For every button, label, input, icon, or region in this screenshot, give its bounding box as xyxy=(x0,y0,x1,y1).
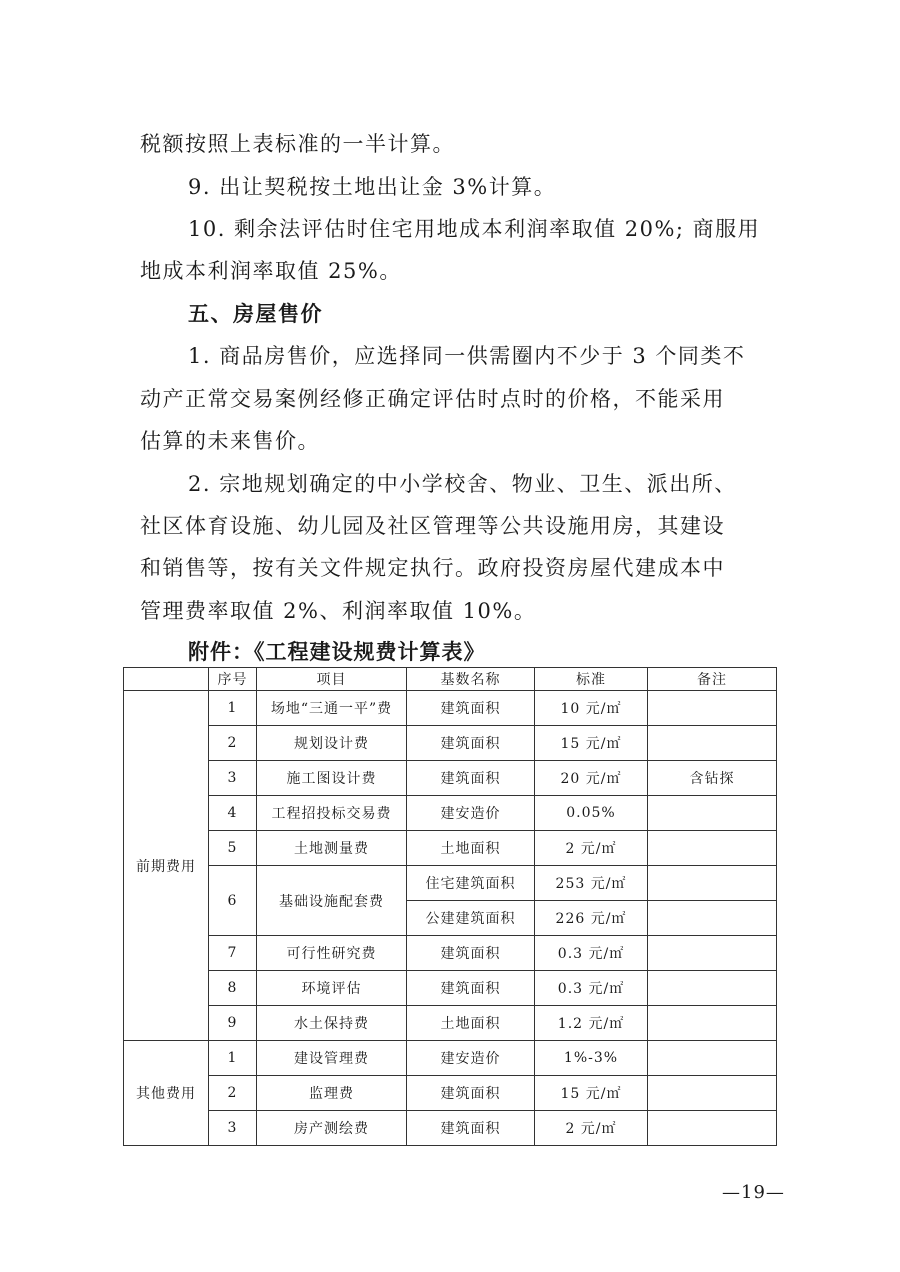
item-cell: 监理费 xyxy=(257,1076,407,1111)
standard-cell: 1.2 元/㎡ xyxy=(535,1006,648,1041)
base-cell: 建筑面积 xyxy=(407,1111,535,1146)
note-cell xyxy=(648,1041,777,1076)
page-number: —19— xyxy=(722,1182,785,1203)
group-cell: 前期费用 xyxy=(124,691,209,1041)
table-row xyxy=(124,726,777,761)
header-cell: 备注 xyxy=(648,668,777,691)
table-row xyxy=(124,1006,777,1041)
base-cell: 建安造价 xyxy=(407,1041,535,1076)
standard-cell: 0.3 元/㎡ xyxy=(535,971,648,1006)
header-cell: 序号 xyxy=(209,668,257,691)
base-cell: 土地面积 xyxy=(407,1006,535,1041)
standard-cell: 2 元/㎡ xyxy=(535,831,648,866)
group-cell: 其他费用 xyxy=(124,1041,209,1146)
note-cell: 含钻探 xyxy=(648,761,777,796)
standard-cell: 1%-3% xyxy=(535,1041,648,1076)
table-row xyxy=(124,796,777,831)
standard-cell: 15 元/㎡ xyxy=(535,726,648,761)
note-cell xyxy=(648,1076,777,1111)
base-cell: 建筑面积 xyxy=(407,691,535,726)
note-cell xyxy=(648,936,777,971)
no-cell: 9 xyxy=(209,1006,257,1041)
header-cell: 项目 xyxy=(257,668,407,691)
table-row xyxy=(124,761,777,796)
item-cell: 可行性研究费 xyxy=(257,936,407,971)
standard-cell: 15 元/㎡ xyxy=(535,1076,648,1111)
no-cell: 1 xyxy=(209,1041,257,1076)
paragraph-line: 2. 宗地规划确定的中小学校舍、物业、卫生、派出所、 xyxy=(188,472,737,496)
table-row xyxy=(124,936,777,971)
item-cell: 水土保持费 xyxy=(257,1006,407,1041)
paragraph-line: 地成本利润率取值 25%。 xyxy=(140,259,402,283)
standard-cell: 0.05% xyxy=(535,796,648,831)
table-row xyxy=(124,1076,777,1111)
standard-cell: 226 元/㎡ xyxy=(535,901,648,936)
paragraph-line: 10. 剩余法评估时住宅用地成本利润率取值 20%; 商服用 xyxy=(188,217,761,241)
standard-cell: 253 元/㎡ xyxy=(535,866,648,901)
note-cell xyxy=(648,691,777,726)
base-cell: 住宅建筑面积 xyxy=(407,866,535,901)
standard-cell: 10 元/㎡ xyxy=(535,691,648,726)
fee-table xyxy=(123,667,777,1146)
item-cell: 工程招投标交易费 xyxy=(257,796,407,831)
base-cell: 建筑面积 xyxy=(407,971,535,1006)
item-cell: 土地测量费 xyxy=(257,831,407,866)
table-row xyxy=(124,971,777,1006)
no-cell: 3 xyxy=(209,761,257,796)
base-cell: 建安造价 xyxy=(407,796,535,831)
table-header-row xyxy=(124,668,777,691)
paragraph-line: 社区体育设施、幼儿园及社区管理等公共设施用房，其建设 xyxy=(140,514,725,538)
item-cell: 场地“三通一平”费 xyxy=(257,691,407,726)
note-cell xyxy=(648,971,777,1006)
paragraph-line: 9. 出让契税按土地出让金 3%计算。 xyxy=(188,175,557,199)
table-row xyxy=(124,1111,777,1146)
note-cell xyxy=(648,796,777,831)
table-row xyxy=(124,1041,777,1076)
no-cell: 2 xyxy=(209,726,257,761)
note-cell xyxy=(648,1006,777,1041)
base-cell: 公建建筑面积 xyxy=(407,901,535,936)
note-cell xyxy=(648,726,777,761)
item-cell: 建设管理费 xyxy=(257,1041,407,1076)
base-cell: 建筑面积 xyxy=(407,1076,535,1111)
attachment-title: 附件：《工程建设规费计算表》 xyxy=(188,639,486,664)
no-cell: 1 xyxy=(209,691,257,726)
paragraph-line: 管理费率取值 2%、利润率取值 10%。 xyxy=(140,599,537,623)
base-cell: 土地面积 xyxy=(407,831,535,866)
note-cell xyxy=(648,831,777,866)
base-cell: 建筑面积 xyxy=(407,936,535,971)
no-cell: 8 xyxy=(209,971,257,1006)
standard-cell: 2 元/㎡ xyxy=(535,1111,648,1146)
table-row xyxy=(124,831,777,866)
no-cell: 3 xyxy=(209,1111,257,1146)
header-cell xyxy=(124,668,209,691)
header-cell: 基数名称 xyxy=(407,668,535,691)
paragraph-line: 税额按照上表标准的一半计算。 xyxy=(140,132,455,156)
section-heading: 五、房屋售价 xyxy=(188,301,323,326)
table-row xyxy=(124,866,777,901)
note-cell xyxy=(648,1111,777,1146)
no-cell: 6 xyxy=(209,866,257,936)
paragraph-line: 估算的未来售价。 xyxy=(140,429,320,453)
paragraph-line: 动产正常交易案例经修正确定评估时点时的价格，不能采用 xyxy=(140,387,725,411)
standard-cell: 20 元/㎡ xyxy=(535,761,648,796)
item-cell: 基础设施配套费 xyxy=(257,866,407,936)
item-cell: 房产测绘费 xyxy=(257,1111,407,1146)
note-cell xyxy=(648,866,777,901)
standard-cell: 0.3 元/㎡ xyxy=(535,936,648,971)
base-cell: 建筑面积 xyxy=(407,761,535,796)
no-cell: 7 xyxy=(209,936,257,971)
header-cell: 标准 xyxy=(535,668,648,691)
no-cell: 2 xyxy=(209,1076,257,1111)
item-cell: 规划设计费 xyxy=(257,726,407,761)
base-cell: 建筑面积 xyxy=(407,726,535,761)
paragraph-line: 和销售等，按有关文件规定执行。政府投资房屋代建成本中 xyxy=(140,556,725,580)
item-cell: 环境评估 xyxy=(257,971,407,1006)
note-cell xyxy=(648,901,777,936)
paragraph-line: 1. 商品房售价，应选择同一供需圈内不少于 3 个同类不 xyxy=(188,344,746,368)
table-row xyxy=(124,691,777,726)
no-cell: 4 xyxy=(209,796,257,831)
item-cell: 施工图设计费 xyxy=(257,761,407,796)
no-cell: 5 xyxy=(209,831,257,866)
